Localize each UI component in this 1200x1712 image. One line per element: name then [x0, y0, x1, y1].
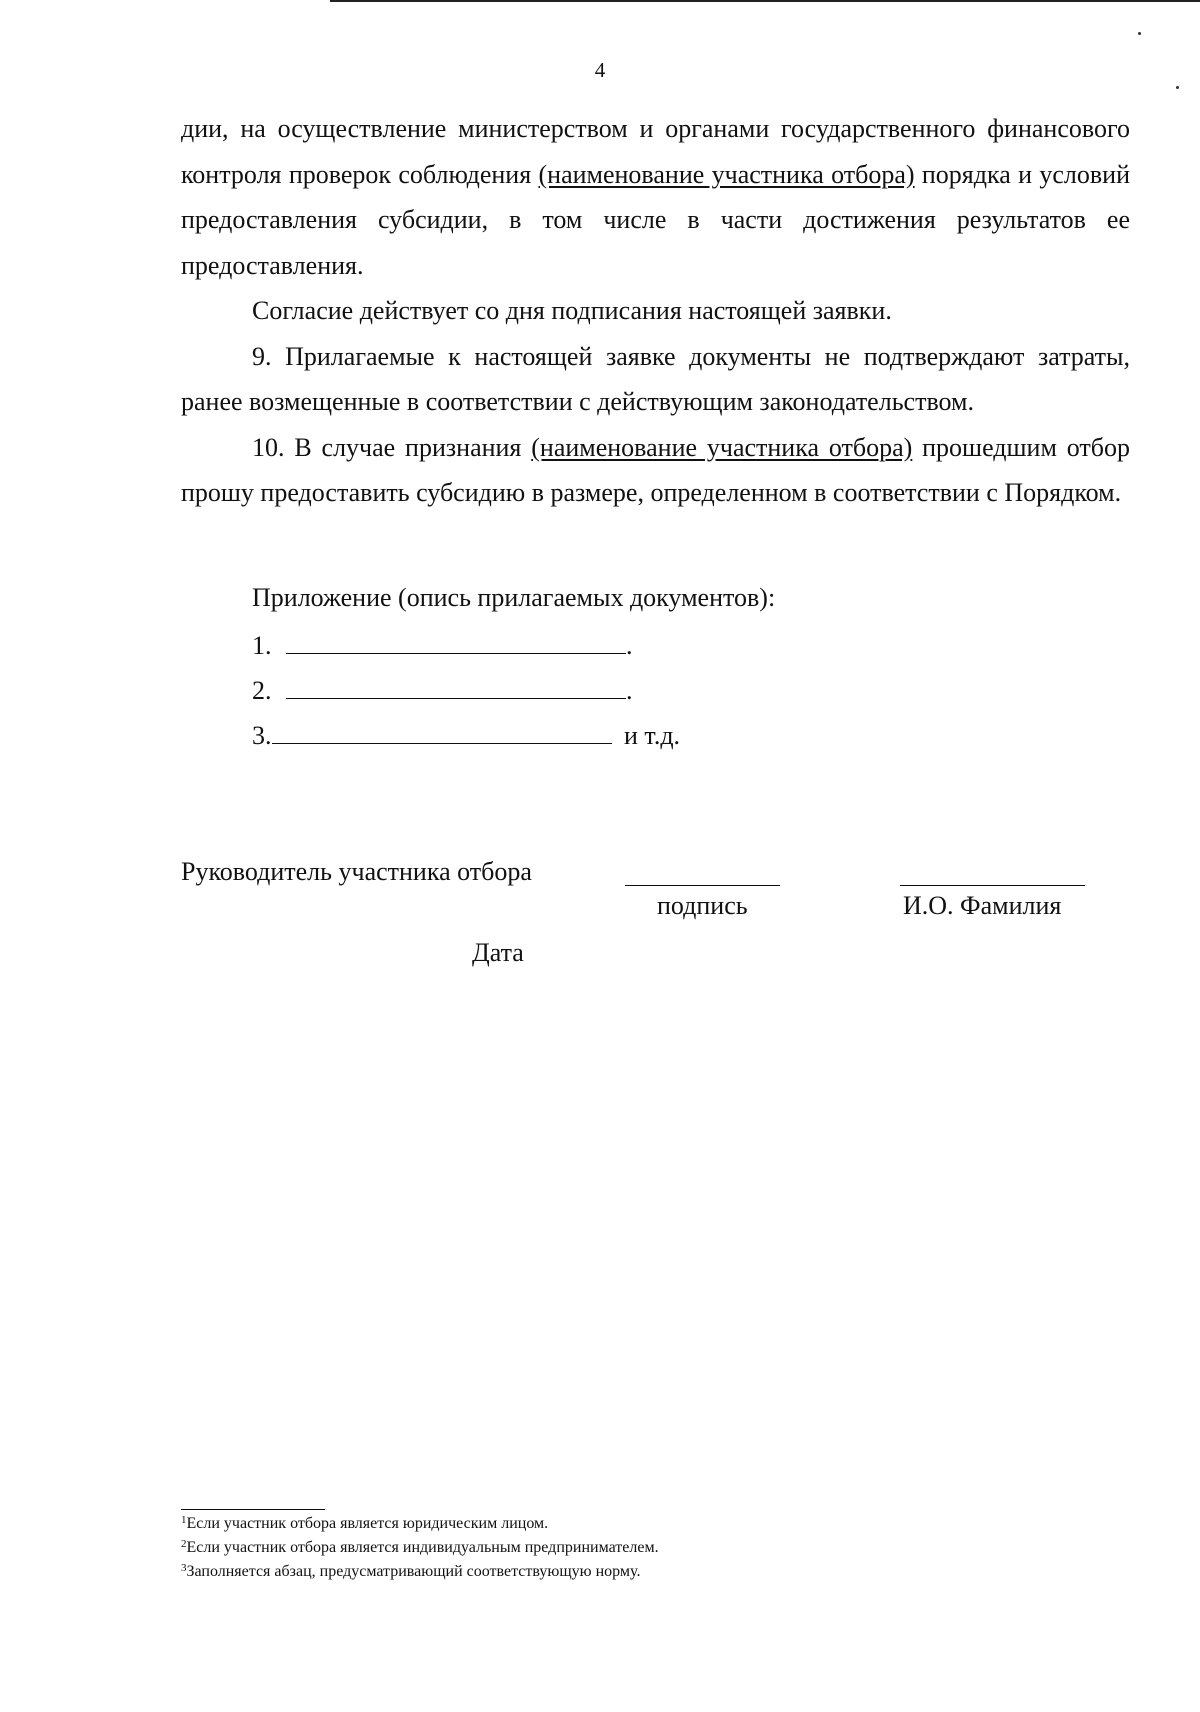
- attachment-number: 2.: [252, 676, 272, 705]
- scan-artifact-dot: [1176, 86, 1179, 89]
- paragraph-text: порядка и условий предоставления субсидии, в том числе в части достижения результатов ее предоставления.: [181, 159, 1130, 280]
- paragraph-consent-validity: Согласие действует со дня подписания настоящей заявки.: [252, 296, 892, 325]
- attachment-blank-line: [286, 670, 626, 699]
- footnote-3: [181, 1560, 659, 1584]
- document-body: [181, 106, 1130, 516]
- footnote-mark: 3: [181, 1562, 187, 1574]
- attachment-blank-line: [286, 625, 626, 654]
- paragraph-text: 10. В случае признания: [252, 432, 532, 462]
- attachment-item-1: [252, 623, 633, 669]
- footnote-separator: [181, 1509, 325, 1510]
- attachment-number: 1.: [252, 631, 272, 660]
- attachment-item-3: [252, 713, 680, 759]
- signature-caption: подпись: [657, 891, 748, 920]
- signature-label: Руководитель участника отбора: [181, 857, 532, 886]
- footnote-mark: 2: [181, 1538, 187, 1550]
- date-label: Дата: [472, 938, 524, 967]
- attachment-number: 3.: [252, 721, 272, 750]
- scan-top-border: [330, 0, 1200, 2]
- attachment-suffix: и т.д.: [624, 721, 681, 750]
- page-number: 4: [594, 58, 606, 82]
- paragraph-item-10: [181, 425, 1130, 516]
- footnote-mark: 1: [181, 1514, 187, 1526]
- footnote-text: Если участник отбора является индивидуальным предпринимателем.: [186, 1539, 659, 1556]
- name-caption: И.О. Фамилия: [903, 891, 1062, 920]
- paragraph-consent-continuation: [181, 106, 1130, 288]
- footnotes: [181, 1512, 659, 1584]
- footnote-text: Заполняется абзац, предусматривающий соответствующую норму.: [186, 1563, 641, 1580]
- attachment-suffix: .: [626, 631, 633, 660]
- attachment-blank-line: [272, 715, 612, 744]
- scan-artifact-dot: [1138, 32, 1141, 35]
- attachments-title: Приложение (опись прилагаемых документов):: [252, 583, 776, 612]
- footnote-1: [181, 1512, 659, 1536]
- attachment-suffix: .: [626, 676, 633, 705]
- paragraph-item-9: 9. Прилагаемые к настоящей заявке документы не подтверждают затраты, ранее возмещенные в соответствии с действующим законодательством.: [181, 341, 1130, 416]
- attachment-item-2: [252, 668, 633, 714]
- footnote-text: Если участник отбора является юридическим лицом.: [186, 1515, 549, 1532]
- participant-name-placeholder: (наименование участника отбора): [531, 432, 913, 462]
- paragraph-text: прошедшим отбор прошу предоставить субсидию в размере, определенном в соответствии с Порядком.: [181, 432, 1130, 507]
- participant-name-placeholder: (наименование участника отбора): [538, 159, 915, 189]
- footnote-2: [181, 1536, 659, 1560]
- paragraph-text: дии, на осуществление министерством и органами государственного финансового контроля проверок соблюдения: [181, 114, 1130, 189]
